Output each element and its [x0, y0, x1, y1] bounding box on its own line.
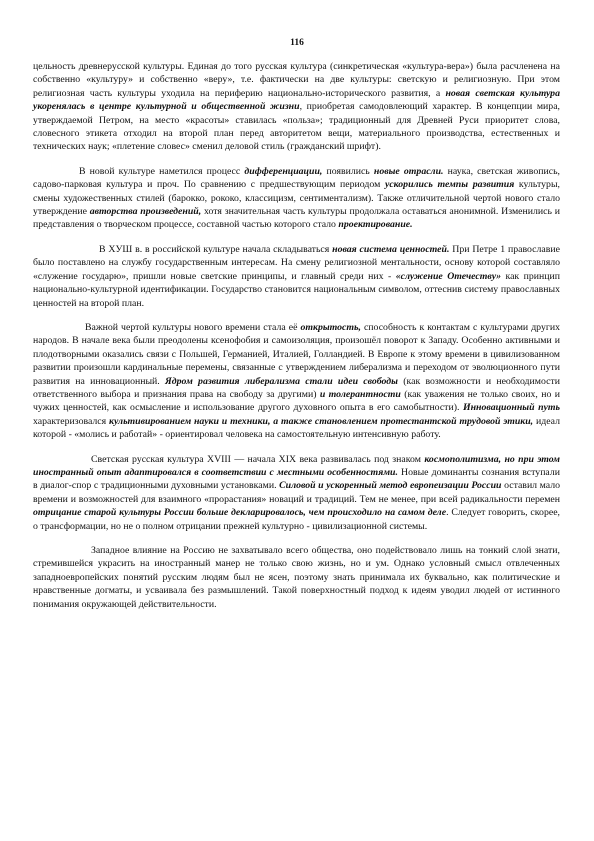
emphasized-text: открытость, [300, 321, 361, 333]
text-run: характеризовался [33, 415, 109, 427]
text-run: оставил мало времени и возможностей для взаимного «прорастания» новаций и традиций. Тем не менее, при всей радикальности перемен [33, 480, 560, 505]
text-run: хотя значительная часть культуры продолжала оставаться анонимной. Изменились и представления о творческом процессе, составной частью которого стало [33, 206, 560, 231]
text-run: Западное влияние на Россию не захватывало всего общества, оно подействовало лишь на тонкий слой знати, стремившейся украсить на иностранный манер не только свою жизнь, но и ум. Однако условный смысл отвлеченных западноевропейских понятий русским людям был не ясен, поэтому знать принимала их буквально, как политические и нравственные догматы, и усваивала без размышлений. Такой поверхностный подход к идеям уводил людей от истинного понимания окружающей действительности. [33, 545, 560, 610]
text-run: как принцип национально-культурной идентификации. Государство становится национальным символом, оттеснив систему православных ценностей на второй план. [33, 270, 560, 309]
emphasized-text: «служение Отечеству» [395, 270, 501, 282]
paragraph [33, 165, 560, 232]
text-run: В ХУШ в. в российской культуре начала складываться [99, 243, 333, 255]
text-run: идеал которой - «молись и работай» - ориентировал человека на самостоятельную интенсивную работу. [33, 415, 560, 441]
body-text [33, 60, 560, 611]
text-run: Важной чертой культуры нового времени стала её [85, 321, 301, 333]
text-run: (как уважения не только своих, но и чужих ценностей, как осмысление и использование другого духовного опыта в его самобытности). [33, 388, 560, 414]
text-run: (как возможности и необходимости ответственного выбора и признания права на свободу за другими) [33, 375, 561, 400]
emphasized-text: проектирование. [338, 219, 413, 231]
text-run: появились [322, 165, 374, 177]
emphasized-text: авторства произведений, [89, 206, 202, 218]
emphasized-text: космополитизма, но при этом иностранный опыт адаптировался в соответствии с местными особенностями. [33, 453, 560, 478]
emphasized-text: отрицание старой культуры России больше декларировалось, чем происходило на самом деле [33, 507, 447, 519]
emphasized-text: ускорились темпы развития [384, 179, 515, 191]
text-run: культуры, смены художественных стилей (барокко, рококо, классицизм, сентиментализм). Также отличительной чертой нового стало утверждение [33, 179, 560, 218]
page-number: 116 [290, 38, 304, 48]
emphasized-text: новые отрасли. [373, 165, 444, 177]
emphasized-text: дифференциации, [244, 165, 323, 177]
paragraph [33, 544, 560, 611]
paragraph [33, 60, 560, 154]
text-run: , приобретая самодовлеющий характер. В концепции мира, утверждаемой Петром, на место «красоты» ставилась «польза»; традиционный для Древней Руси приоритет слова, словесного этикета отходил на второй план перед авторитетом вещи, материального производства, естественных и технических наук; «плетение словес» сменил деловой стиль (гражданский шрифт). [33, 101, 560, 153]
text-run: способность к контактам с культурами других народов. В начале века были преодолены ксенофобия и самоизоляция, произошёл поворот к Западу. Особенно активными и плодотворными оказались связи с Польшей, Германией, Италией, Голландией. В Европе к этому времени в цивилизованном развитии произошли кардинальные перемены, связанные с утверждением либерализма и переходом от эволюционного пути развития на инновационный. [33, 321, 561, 387]
emphasized-text: Ядром развития либерализма стали идеи свободы [165, 375, 398, 387]
emphasized-text: Инновационный путь [463, 402, 560, 414]
emphasized-text: Силовой и ускоренный метод европеизации России [279, 480, 502, 492]
paragraph [33, 321, 560, 442]
text-run: Светская русская культура XVIII — начала XIX века развивалась под знаком [91, 453, 425, 465]
emphasized-text: и толерантности [319, 388, 401, 400]
text-run: Новые доминанты сознания вступали в диалог-спор с традиционными духовными установками. [33, 466, 561, 492]
emphasized-text: культивированием науки и техники, а также становлением протестантской трудовой этики, [109, 415, 534, 427]
paragraph [33, 243, 560, 310]
paragraph [33, 453, 560, 533]
text-run: . Следует говорить, скорее, о трансформации, но не о полном отрицании прежней культурно - цивилизационной системы. [33, 507, 560, 532]
text-run: При Петре 1 православие было поставлено на службу государственным интересам. На смену религиозной ментальности, основу которой составляло «служение государю», пришли новые светские принципы, и главный среди них - [33, 243, 560, 282]
text-run: В новой культуре наметился процесс [79, 165, 245, 177]
text-run: наука, светская живопись, садово-парковая культура и проч. По сравнению с предшествующим периодом [33, 165, 560, 191]
emphasized-text: новая система ценностей. [332, 243, 450, 255]
text-run: цельность древнерусской культуры. Единая до того русская культура (синкретическая «культура-вера») была расчленена на собственно «культуру» и собственно «веру», т.е. фактически на две культуры: светскую и религиозную. При этом религиозная часть культуры уходила на периферию национально-исторического развития, а [33, 61, 560, 99]
emphasized-text: новая светская культура укоренялась в центре культурной и общественной жизни [33, 87, 560, 113]
